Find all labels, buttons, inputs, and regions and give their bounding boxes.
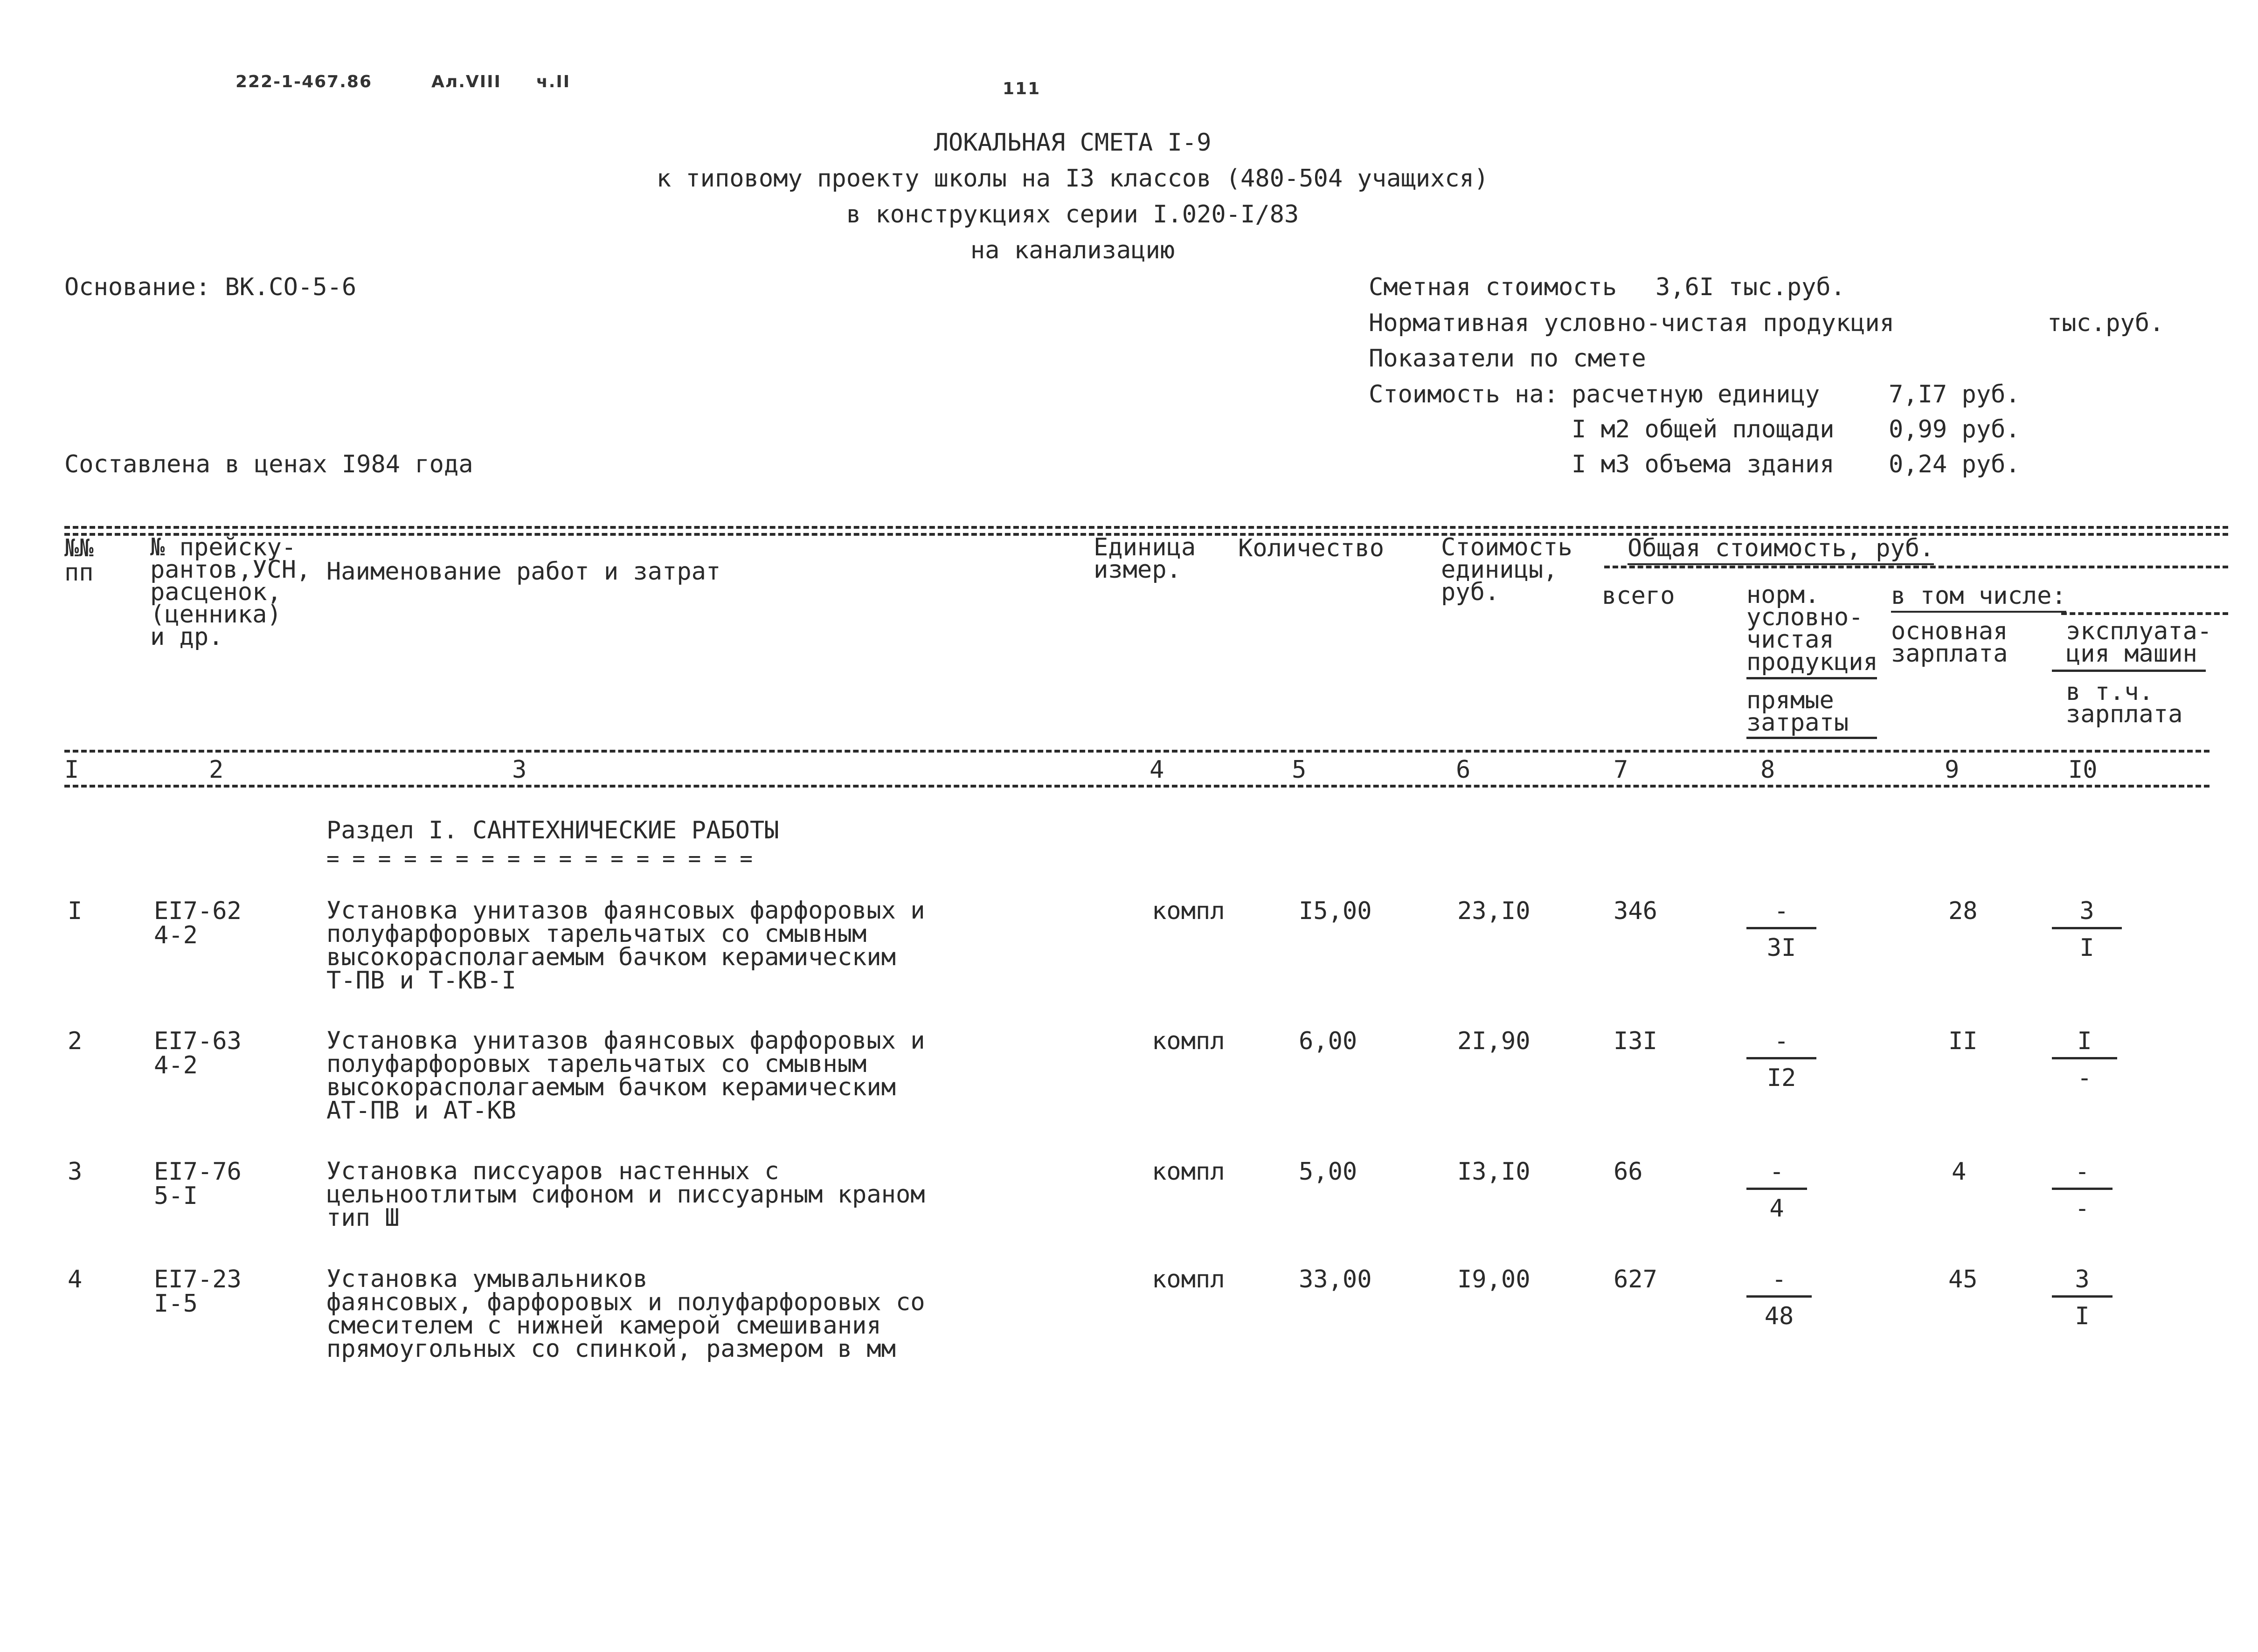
- header-bottom-rule: [64, 750, 2210, 753]
- header-col4: Единица измер.: [1094, 533, 1196, 584]
- total-group-rule: [1604, 566, 2228, 568]
- section-underline: = = = = = = = = = = = = = = = = =: [326, 846, 753, 871]
- title-line-3: в конструкциях серии I.020-I/83: [846, 200, 1299, 228]
- indicators-label: Показатели по смете: [1369, 345, 1646, 373]
- row-unit: компл: [1152, 1027, 1225, 1055]
- colnum-6: 6: [1456, 756, 1471, 784]
- per-unit-value: 7,I7 руб.: [1889, 380, 2020, 408]
- row-quantity: I5,00: [1299, 897, 1372, 925]
- header-col10-top: эксплуата- ция машин: [2066, 617, 2212, 668]
- row-unit-cost: I3,I0: [1457, 1158, 1531, 1186]
- colnum-3: 3: [512, 756, 527, 784]
- colnum-1: I: [64, 756, 79, 784]
- row-work-name: Установка умывальников фаянсовых, фарфоровых и полуфарфоровых со смесителем с нижней камерой смешивания прямоугольных со спинкой, размером в мм: [326, 1265, 925, 1363]
- basis: Основание: ВК.СО-5-6: [64, 273, 357, 301]
- colnum-9: 9: [1945, 756, 1960, 784]
- row-salary: II: [1948, 1027, 1978, 1055]
- row-unit-cost: 23,I0: [1457, 897, 1531, 925]
- row-machine-fraction: 3 I: [2052, 1267, 2113, 1328]
- header-col6: Стоимость единицы, руб.: [1441, 533, 1572, 606]
- row-norm-fraction: - 3I: [1746, 899, 1816, 960]
- colnum-10: I0: [2068, 756, 2098, 784]
- header-col7: всего: [1602, 582, 1675, 610]
- row-norm-fraction: - 4: [1746, 1160, 1807, 1221]
- row-norm-fraction: - I2: [1746, 1029, 1816, 1090]
- per-m2-label: I м2 общей площади: [1572, 415, 1835, 443]
- row-unit: компл: [1152, 897, 1225, 925]
- colnum-4: 4: [1150, 756, 1164, 784]
- row-number: 4: [68, 1265, 83, 1293]
- header-col2: № прейску- рантов,УСН, расценок, (ценника) и др.: [150, 533, 311, 651]
- normative-label: Нормативная условно-чистая продукция: [1369, 309, 1895, 337]
- row-work-name: Установка унитазов фаянсовых фарфоровых и полуфарфоровых тарельчатых со смывным высокорасполагаемым бачком керамическим Т-ПВ и Т-КВ-I: [326, 897, 925, 995]
- row-machine-fraction: I -: [2052, 1029, 2117, 1090]
- row-norm-fraction: - 48: [1746, 1267, 1812, 1328]
- row-unit: компл: [1152, 1265, 1225, 1293]
- cost-per-label: Стоимость на:: [1369, 380, 1558, 408]
- colnum-5: 5: [1292, 756, 1307, 784]
- row-quantity: 5,00: [1299, 1158, 1358, 1186]
- row-unit: компл: [1152, 1158, 1225, 1186]
- row-salary: 28: [1948, 897, 1978, 925]
- per-m3-label: I м3 объема здания: [1572, 450, 1835, 478]
- title-line-2: к типовому проекту школы на I3 классов (480-504 учащихся): [656, 165, 1489, 193]
- header-col1: №№ пп: [64, 534, 94, 587]
- colnum-7: 7: [1614, 756, 1628, 784]
- table-top-rule: [64, 526, 2228, 529]
- doc-reference: 222-1-467.86: [235, 72, 372, 91]
- col10-divider: [2052, 670, 2206, 672]
- colnum-8: 8: [1760, 756, 1775, 784]
- header-col8-bottom: прямые затраты: [1746, 686, 1849, 737]
- col8-divider: [1746, 677, 1877, 679]
- colnum-2: 2: [209, 756, 224, 784]
- including-rule: [2061, 612, 2228, 615]
- row-number: 3: [68, 1158, 83, 1186]
- row-total: 346: [1614, 897, 1657, 925]
- title-line-4: на канализацию: [970, 236, 1175, 264]
- section-title: Раздел I. САНТЕХНИЧЕСКИЕ РАБОТЫ: [326, 816, 779, 844]
- row-unit-cost: 2I,90: [1457, 1027, 1531, 1055]
- row-code: EI7-23 I-5: [154, 1265, 242, 1318]
- row-total: 627: [1614, 1265, 1657, 1293]
- estimated-cost-value: 3,6I тыс.руб.: [1655, 273, 1845, 301]
- part-number: ч.II: [536, 72, 571, 91]
- row-quantity: 33,00: [1299, 1265, 1372, 1293]
- header-total-group: Общая стоимость, руб.: [1628, 536, 1934, 560]
- row-code: EI7-63 4-2: [154, 1027, 242, 1079]
- per-m2-value: 0,99 руб.: [1889, 415, 2020, 443]
- colnum-bottom-rule: [64, 785, 2210, 788]
- row-unit-cost: I9,00: [1457, 1265, 1531, 1293]
- document-title: ЛОКАЛЬНАЯ СМЕТА I-9: [934, 129, 1212, 157]
- album-number: Ал.VIII: [431, 72, 501, 91]
- header-col9: основная зарплата: [1891, 617, 2008, 668]
- page-number: 111: [1003, 79, 1041, 98]
- row-machine-fraction: 3 I: [2052, 899, 2122, 960]
- header-col3: Наименование работ и затрат: [326, 558, 721, 586]
- per-unit-label: расчетную единицу: [1572, 380, 1820, 408]
- row-number: I: [68, 897, 83, 925]
- normative-unit: тыс.руб.: [2047, 309, 2164, 337]
- row-machine-fraction: - -: [2052, 1160, 2113, 1221]
- header-including: в том числе:: [1891, 584, 2066, 608]
- row-total: I3I: [1614, 1027, 1657, 1055]
- row-quantity: 6,00: [1299, 1027, 1358, 1055]
- prices-year: Составлена в ценах I984 года: [64, 450, 473, 478]
- row-work-name: Установка писсуаров настенных с цельноотлитым сифоном и писсуарным краном тип Ш: [326, 1157, 925, 1232]
- row-work-name: Установка унитазов фаянсовых фарфоровых и полуфарфоровых тарельчатых со смывным высокорасполагаемым бачком керамическим АТ-ПВ и АТ-КВ: [326, 1027, 925, 1125]
- header-col10-bottom: в т.ч. зарплата: [2066, 678, 2183, 728]
- row-code: EI7-62 4-2: [154, 897, 242, 949]
- row-salary: 45: [1948, 1265, 1978, 1293]
- header-col5: Количество: [1238, 534, 1385, 562]
- row-code: EI7-76 5-I: [154, 1158, 242, 1210]
- row-salary: 4: [1952, 1158, 1967, 1186]
- estimated-cost-label: Сметная стоимость: [1369, 273, 1617, 301]
- col8-bottom-rule: [1746, 737, 1877, 739]
- per-m3-value: 0,24 руб.: [1889, 450, 2020, 478]
- row-number: 2: [68, 1027, 83, 1055]
- header-col8-top: норм. условно- чистая продукция: [1746, 581, 1878, 676]
- row-total: 66: [1614, 1158, 1643, 1186]
